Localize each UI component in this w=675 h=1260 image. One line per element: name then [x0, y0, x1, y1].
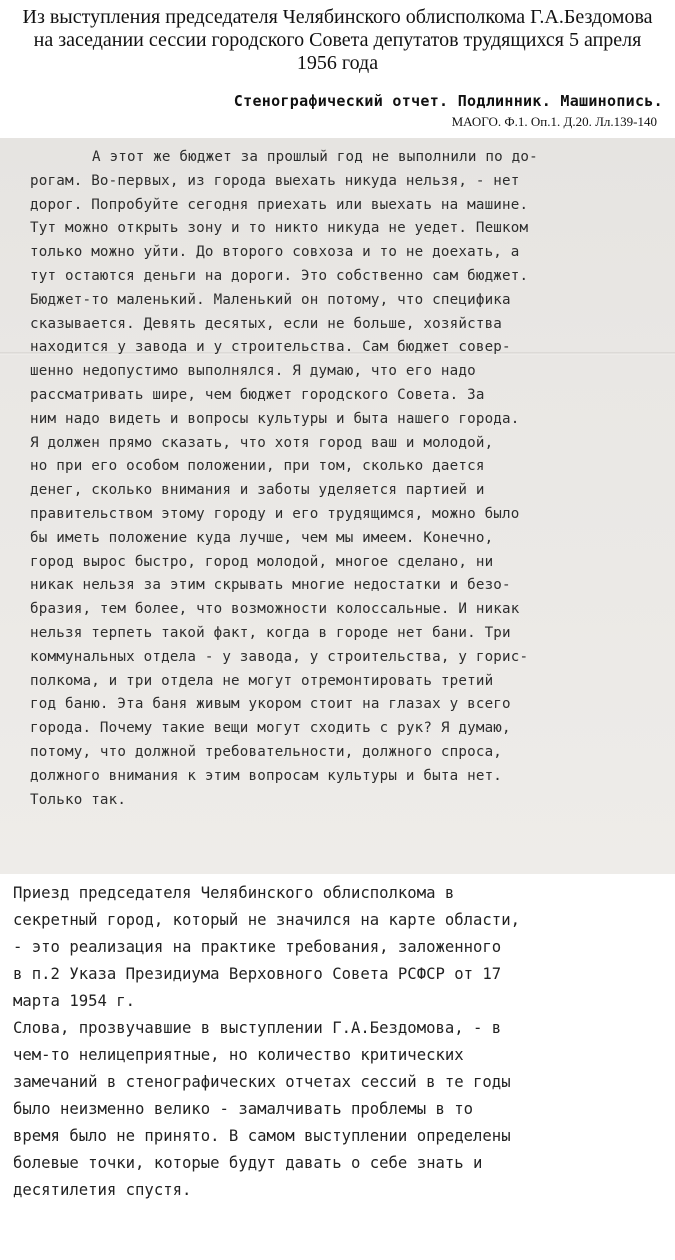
- typescript-line: тут остаются деньги на дороги. Это собственно сам бюджет.: [30, 267, 529, 284]
- typescript-line: рогам. Во-первых, из города выехать никуда нельзя, - нет: [30, 172, 520, 189]
- title-line-3: 1956 года: [296, 52, 379, 74]
- typescript-line: Я должен прямо сказать, что хотя город ваш и молодой,: [30, 434, 494, 451]
- typescript-line: находится у завода и у строительства. Сам бюджет совер-: [30, 339, 511, 356]
- archive-reference: МАОГО. Ф.1. Оп.1. Д.20. Лл.139-140: [451, 114, 657, 129]
- document-title: [0, 6, 675, 75]
- commentary-line: Приезд председателя Челябинского облисполкома в: [13, 884, 455, 902]
- typescript-text: [30, 146, 670, 812]
- typescript-line: правительством этому городу и его трудящимся, можно было: [30, 505, 520, 522]
- title-line-1: Из выступления председателя Челябинского облисполкома Г.А.Бездомова: [22, 6, 653, 28]
- typescript-line: дорог. Попробуйте сегодня приехать или выехать на машине.: [30, 196, 529, 213]
- typescript-line: но при его особом положении, при том, сколько дается: [30, 458, 485, 475]
- typescript-line: денег, сколько внимания и заботы уделяется партией и: [30, 482, 485, 499]
- typescript-line: города. Почему такие вещи могут сходить с рук? Я думаю,: [30, 720, 511, 737]
- commentary-line: время было не принято. В самом выступлении определены: [13, 1127, 511, 1145]
- commentary-line: - это реализация на практике требования, заложенного: [13, 938, 502, 956]
- typescript-line: шенно недопустимо выполнялся. Я думаю, что его надо: [30, 363, 476, 380]
- commentary-text: [13, 880, 668, 1204]
- commentary-line: болевые точки, которые будут давать о себе знать и: [13, 1154, 483, 1172]
- typescript-line: город вырос быстро, город молодой, многое сделано, ни: [30, 553, 494, 570]
- typescript-scan: [0, 138, 675, 874]
- typescript-line: Бюджет-то маленький. Маленький он потому, что специфика: [30, 291, 511, 308]
- typescript-line: только можно уйти. До второго совхоза и то не доехать, а: [30, 244, 520, 261]
- commentary-line: было неизменно велико - замалчивать проблемы в то: [13, 1100, 474, 1118]
- typescript-line: полкома, и три отдела не могут отремонтировать третий: [30, 672, 494, 689]
- typescript-line: Тут можно открыть зону и то никто никуда не уедет. Пешком: [30, 220, 529, 237]
- source-description: Стенографический отчет. Подлинник. Машинопись.: [233, 92, 663, 110]
- commentary-line: марта 1954 г.: [13, 992, 136, 1010]
- typescript-line: год баню. Эта баня живым укором стоит на глазах у всего: [30, 696, 511, 713]
- typescript-line: должного внимания к этим вопросам культуры и быта нет.: [30, 767, 503, 784]
- typescript-line: бы иметь положение куда лучше, чем мы имеем. Конечно,: [30, 529, 494, 546]
- typescript-line: рассматривать шире, чем бюджет городского Совета. За: [30, 386, 485, 403]
- typescript-line: бразия, тем более, что возможности колоссальные. И никак: [30, 601, 520, 618]
- commentary-line: замечаний в стенографических отчетах сессий в те годы: [13, 1073, 511, 1091]
- commentary-line: секретный город, который не значился на карте области,: [13, 911, 520, 929]
- typescript-line: никак нельзя за этим скрывать многие недостатки и безо-: [30, 577, 511, 594]
- typescript-line: сказывается. Девять десятых, если не больше, хозяйства: [30, 315, 503, 332]
- commentary-line: чем-то нелицеприятные, но количество критических: [13, 1046, 464, 1064]
- title-line-2: на заседании сессии городского Совета депутатов трудящихся 5 апреля: [33, 29, 642, 51]
- commentary-line: в п.2 Указа Президиума Верховного Совета РСФСР от 17: [13, 965, 502, 983]
- typescript-line: А этот же бюджет за прошлый год не выполнили по до-: [92, 149, 538, 165]
- typescript-line: коммунальных отдела - у завода, у строительства, у горис-: [30, 648, 529, 665]
- typescript-line: Только так.: [30, 791, 127, 808]
- commentary-line: Слова, прозвучавшие в выступлении Г.А.Бездомова, - в: [13, 1019, 502, 1037]
- commentary-line: десятилетия спустя.: [13, 1181, 192, 1199]
- typescript-line: нельзя терпеть такой факт, когда в городе нет бани. Три: [30, 624, 511, 641]
- typescript-line: ним надо видеть и вопросы культуры и быта нашего города.: [30, 410, 520, 427]
- typescript-line: потому, что должной требовательности, должного спроса,: [30, 743, 503, 760]
